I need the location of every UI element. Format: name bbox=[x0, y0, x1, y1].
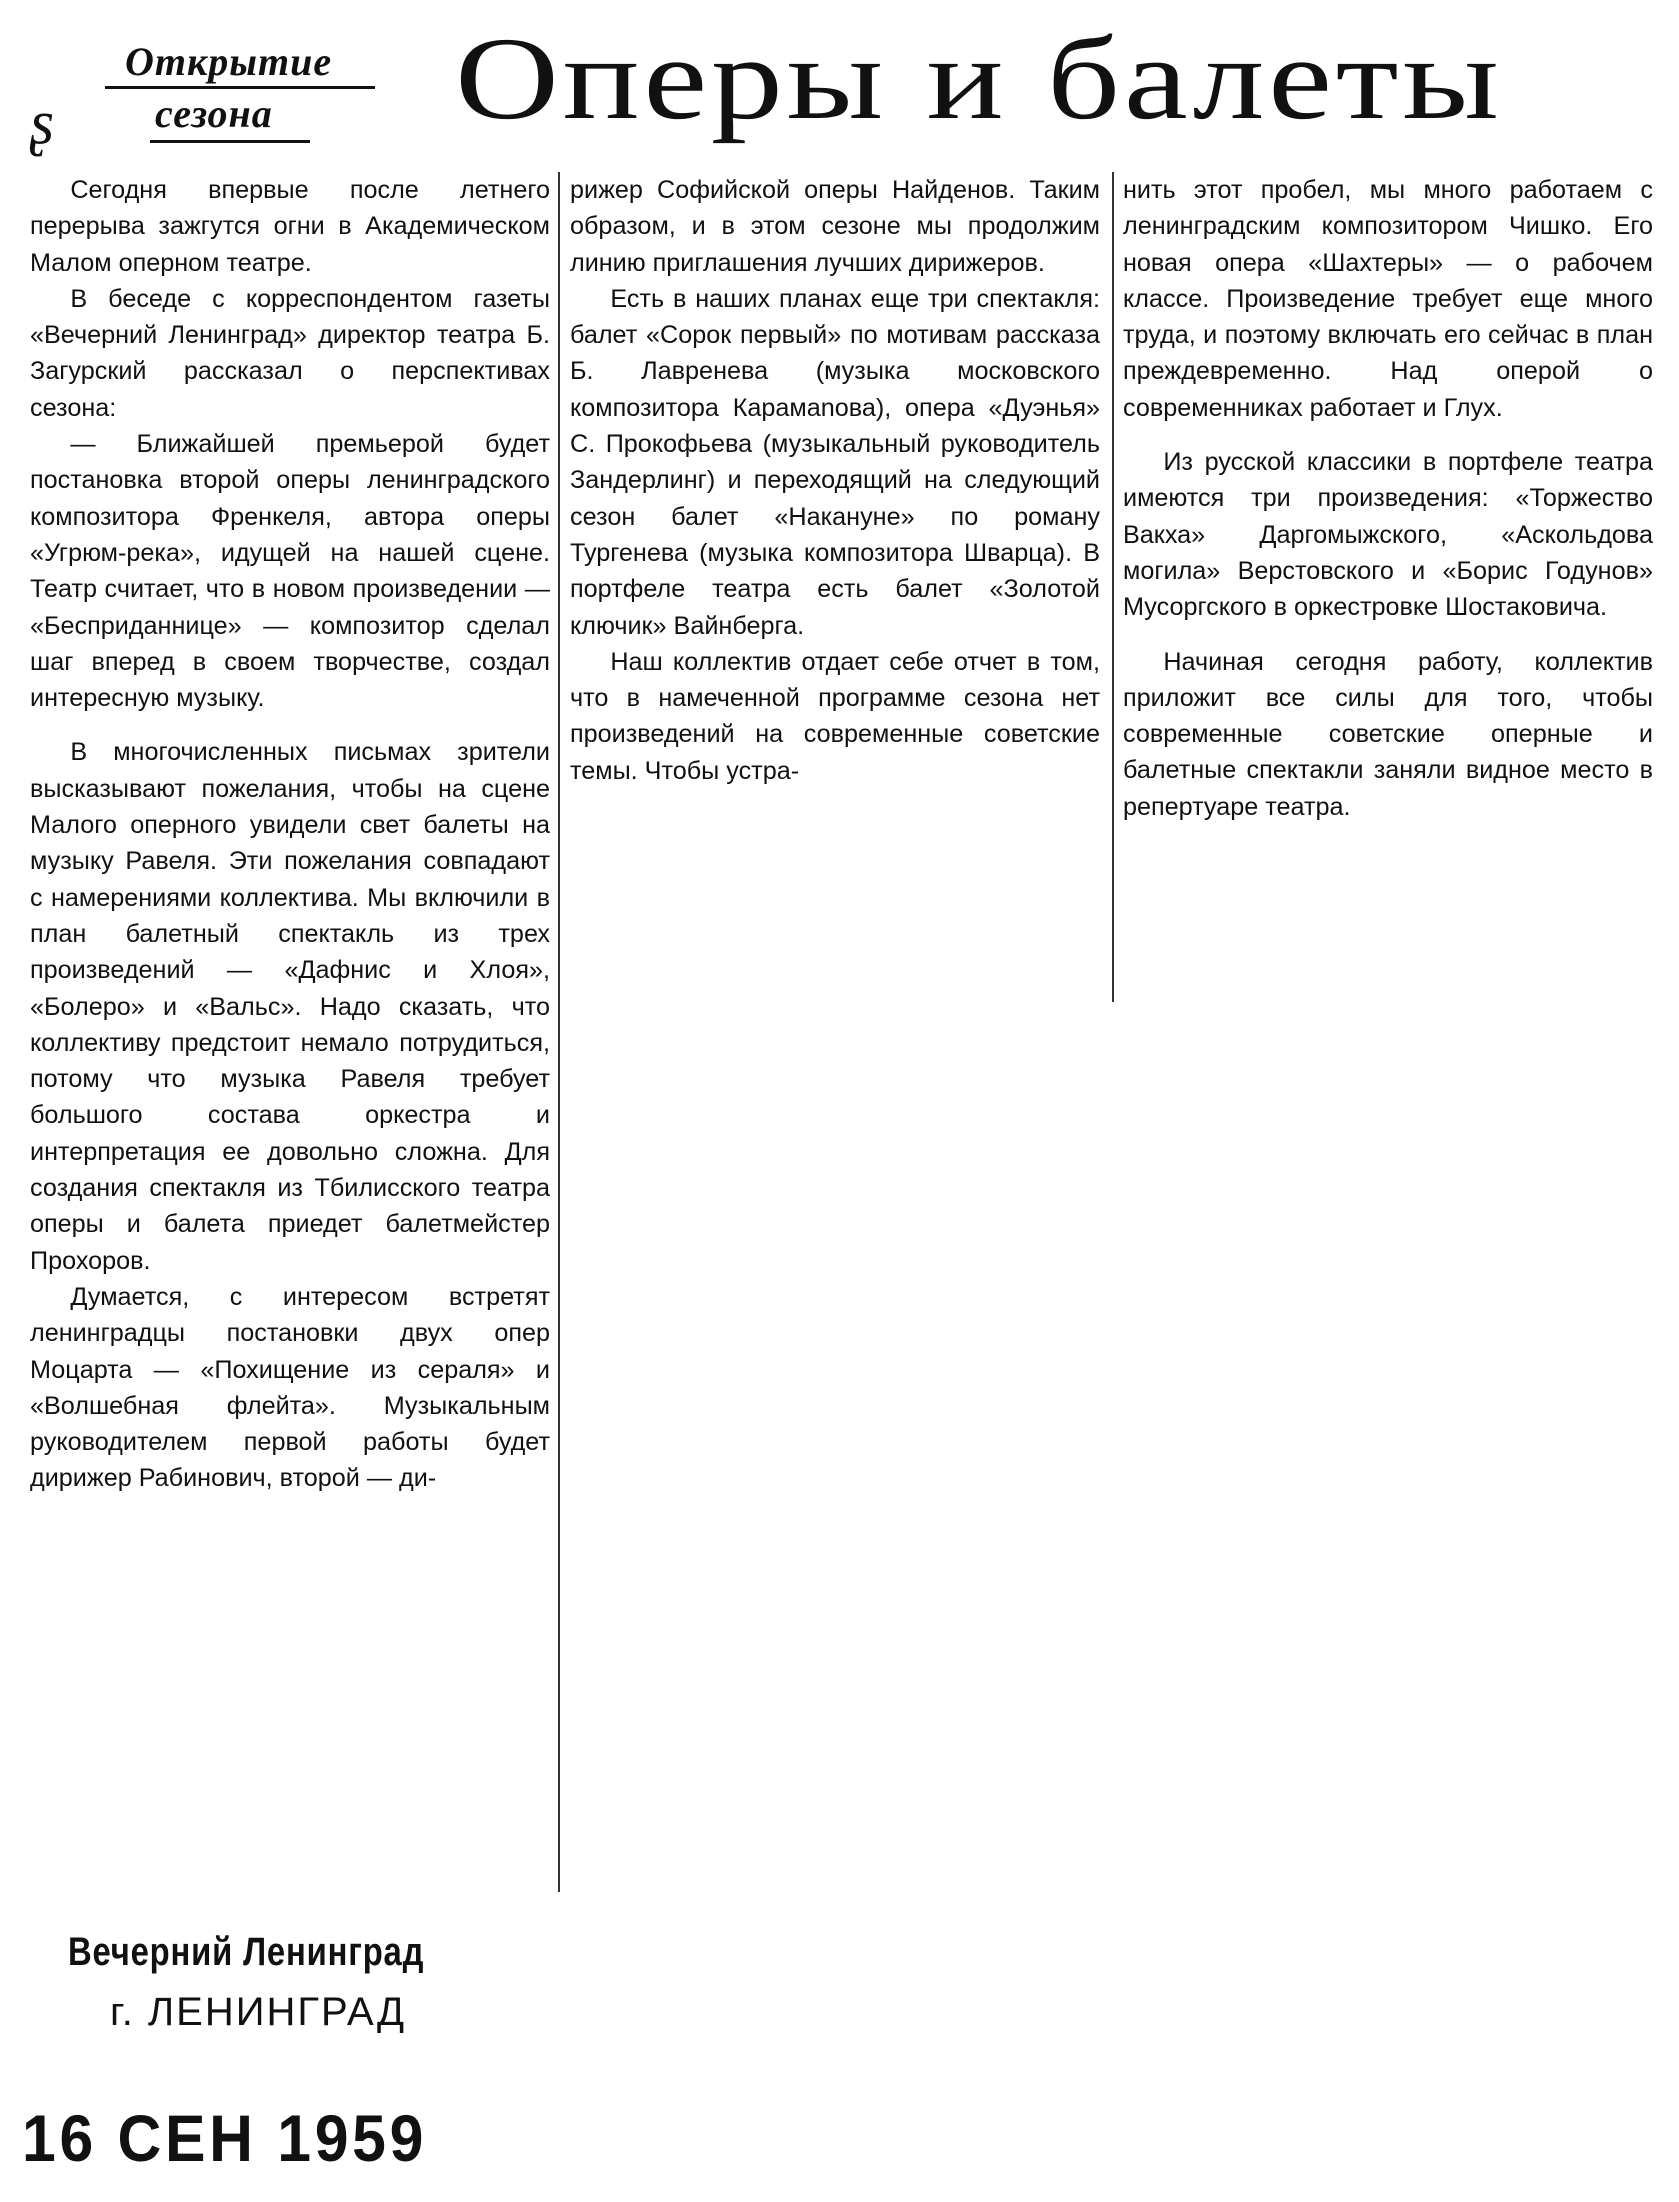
column-divider bbox=[1112, 172, 1114, 1002]
paragraph: Сегодня впервые после летнего перерыва зажгутся огни в Академическом Малом оперном театре. bbox=[30, 176, 550, 277]
paragraph: нить этот пробел, мы много работаем с ленинградским композитором Чишко. Его новая опера «Шахтеры» — о рабочем классе. Произведение требует еще много труда, и поэтому включать его сейчас в план преждевременно. Над оперой о современниках работает и Глух. bbox=[1123, 176, 1653, 422]
headline: Оперы и балеты bbox=[455, 13, 1503, 144]
kicker-rule-top bbox=[105, 86, 375, 89]
kicker-line-2: сезона bbox=[155, 91, 273, 136]
paragraph: В многочисленных письмах зрители высказывают пожелания, чтобы на сцене Малого оперного увидели свет балеты на музыку Равеля. Эти пожелания совпадают с намерениями коллектива. Мы включили в план балетный спектакль из трех произведений — «Дафнис и Хлоя», «Болеро» и «Вальс». Надо сказать, что коллективу предстоит немало потрудиться, потому что музыка Равеля требует большого состава оркестра и интерпретация ее довольно сложна. Для создания спектакля из Тбилисского театра оперы и балета приедет балетмейстер Прохоров. bbox=[30, 738, 550, 1275]
column-3 bbox=[1123, 172, 1653, 825]
paragraph: В беседе с корреспондентом газеты «Вечерний Ленинград» директор театра Б. Загурский рассказал о перспективах сезона: bbox=[30, 284, 550, 422]
kicker-block bbox=[30, 28, 390, 157]
column-divider bbox=[558, 172, 560, 1892]
paragraph: Начиная сегодня работу, коллектив приложит все силы для того, чтобы современные советские оперные и балетные спектакли заняли видное место в репертуаре театра. bbox=[1123, 647, 1653, 821]
stamp-city: г. ЛЕНИНГРАД bbox=[110, 1990, 407, 2034]
kicker-rule-bottom bbox=[150, 140, 310, 143]
stamp-newspaper-name: Вечерний Ленинград bbox=[68, 1930, 425, 1974]
paragraph: рижер Софийской оперы Найденов. Таким образом, и в этом сезоне мы продолжим линию приглашения лучших дирижеров. bbox=[570, 176, 1100, 277]
swirl-ornament-icon: ʂ bbox=[30, 89, 55, 157]
paragraph: Из русской классики в портфеле театра имеются три произведения: «Торжество Вакха» Даргомыжского, «Аскольдова могила» Верстовского и «Борис Годунов» Мусоргского в оркестровке Шостаковича. bbox=[1123, 448, 1653, 622]
column-1 bbox=[30, 172, 550, 1497]
kicker-line-1: Открытие bbox=[125, 39, 333, 84]
paragraph: Думается, с интересом встретят ленинградцы постановки двух опер Моцарта — «Похищение из сераля» и «Волшебная флейта». Музыкальным руководителем первой работы будет дирижер Рабинович, второй — ди- bbox=[30, 1282, 550, 1493]
paragraph: Наш коллектив отдает себе отчет в том, что в намеченной программе сезона нет произведений на современные советские темы. Чтобы устра- bbox=[570, 647, 1100, 785]
paragraph: — Ближайшей премьерой будет постановка второй оперы ленинградского композитора Френкеля, автора оперы «Угрюм-река», идущей на нашей сцене. Театр считает, что в новом произведении — «Бесприданнице» — композитор сделал шаг вперед в своем творчестве, создал интересную музыку. bbox=[30, 430, 550, 713]
date-stamp: 16 СЕН 1959 bbox=[22, 2101, 428, 2175]
column-2 bbox=[570, 172, 1100, 789]
paragraph: Есть в наших планах еще три спектакля: балет «Сорок первый» по мотивам рассказа Б. Лавренева (музыка московского композитора Карамanова), опера «Дуэнья» С. Прокофьева (музыкальный руководитель Зандерлинг) и переходящий на следующий сезон балет «Накануне» по роману Тургенева (музыка композитора Шварца). В портфеле театра есть балет «Золотой ключик» Вайнберга. bbox=[570, 284, 1100, 640]
